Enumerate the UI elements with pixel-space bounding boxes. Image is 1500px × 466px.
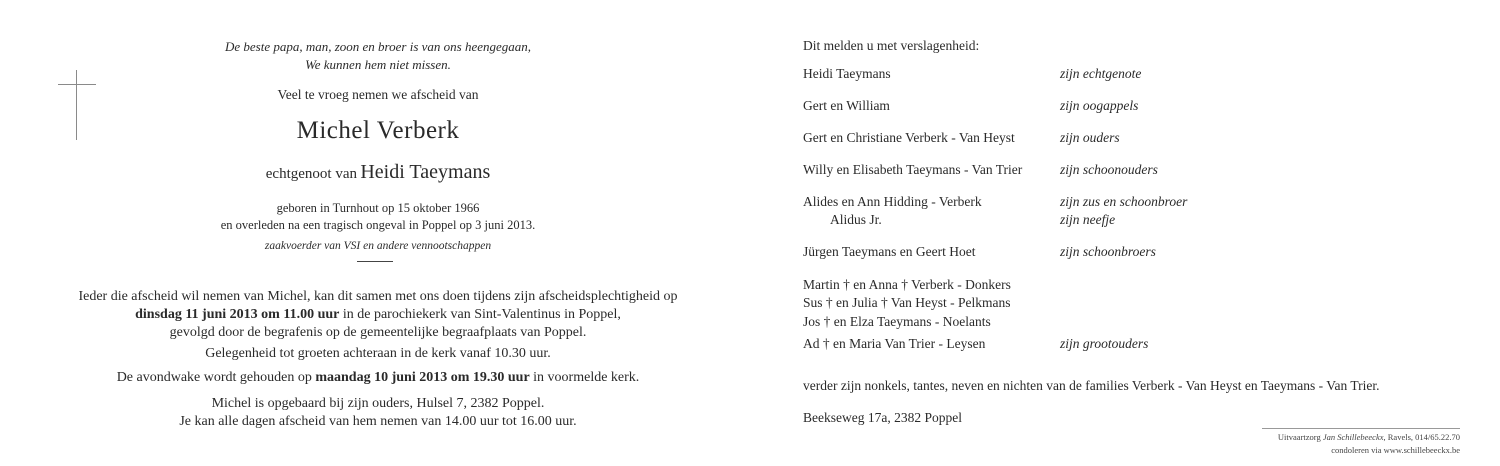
ceremony-line-3: gevolgd door de begrafenis op de gemeentelijke begraafplaats van Poppel.: [169, 325, 587, 340]
wake-post: in voormelde kerk.: [529, 370, 640, 385]
family-name: Jos † en Elza Taeymans - Noelants: [803, 314, 991, 329]
ceremony-place: in de parochiekerk van Sint-Valentinus in Poppel,: [339, 307, 621, 322]
family-name: Alidus Jr.: [830, 212, 882, 227]
family-name: Gert en Christiane Verberk - Van Heyst: [803, 130, 1015, 145]
spouse-name: Heidi Taeymans: [360, 161, 491, 183]
family-relation: zijn grootouders: [1060, 336, 1149, 351]
laid-out-text: [0, 395, 756, 431]
spouse-prefix: echtgenoot van: [265, 166, 357, 182]
undertaker-pre: Uitvaartzorg: [1277, 432, 1323, 442]
quote-line-2: We kunnen hem niet missen.: [305, 57, 451, 72]
extended-family: verder zijn nonkels, tantes, neven en nichten van de families Verberk - Van Heyst en Taeymans - Van Trier.: [803, 378, 1380, 393]
family-relation: zijn ouders: [1060, 130, 1120, 145]
family-name: Willy en Elisabeth Taeymans - Van Trier: [803, 162, 1023, 177]
intro: Veel te vroeg nemen we afscheid van: [277, 87, 479, 102]
family-relation: zijn schoonouders: [1060, 162, 1158, 177]
footer-divider: [1262, 428, 1460, 429]
quote: [0, 38, 756, 74]
job-line: zaakvoerder van VSI en andere vennootschappen: [264, 240, 492, 252]
contact-address: Beekseweg 17a, 2382 Poppel: [803, 410, 962, 425]
laid-out-line: Michel is opgebaard bij zijn ouders, Hulsel 7, 2382 Poppel.: [211, 396, 545, 411]
wake-pre: De avondwake wordt gehouden op: [116, 370, 316, 385]
family-relation: zijn neefje: [1060, 212, 1116, 227]
greeting-line: Gelegenheid tot groeten achteraan in de kerk vanaf 10.30 uur.: [205, 346, 551, 361]
ceremony-line-1: Ieder die afscheid wil nemen van Michel, kan dit samen met ons doen tijdens zijn afscheidsplechtigheid op: [78, 289, 678, 304]
visit-line: Je kan alle dagen afscheid van hem nemen van 14.00 uur tot 16.00 uur.: [179, 414, 577, 429]
life-dates: [0, 200, 756, 234]
family-name: Ad † en Maria Van Trier - Leysen: [803, 336, 986, 351]
deceased-name: Michel Verberk: [296, 117, 460, 144]
separator: [357, 261, 393, 262]
family-relation: zijn schoonbroers: [1060, 244, 1156, 259]
family-name: Sus † en Julia † Van Heyst - Pelkmans: [803, 295, 1011, 310]
ceremony-date: dinsdag 11 juni 2013 om 11.00 uur: [135, 307, 340, 322]
cross-icon-bar: [58, 84, 96, 85]
family-relation: zijn oogappels: [1060, 98, 1139, 113]
condolence-link[interactable]: condoleren via www.schillebeeckx.be: [1331, 445, 1460, 455]
undertaker-name: Jan Schillebeeckx: [1322, 432, 1384, 442]
family-name: Martin † en Anna † Verberk - Donkers: [803, 277, 1011, 292]
wake-date: maandag 10 juni 2013 om 19.30 uur: [315, 370, 530, 385]
wake-line: [0, 369, 756, 387]
born-line: geboren in Turnhout op 15 oktober 1966: [276, 201, 480, 215]
undertaker-line: [1278, 431, 1460, 444]
family-name: Heidi Taeymans: [803, 66, 891, 81]
spouse-line: [0, 161, 756, 184]
family-relation: zijn zus en schoonbroer: [1060, 194, 1188, 209]
quote-line-1: De beste papa, man, zoon en broer is van ons heengegaan,: [224, 39, 532, 54]
family-name: Gert en William: [803, 98, 890, 113]
ceremony-text: [0, 288, 756, 342]
ceremony-line-2: [0, 306, 756, 324]
family-name: Jürgen Taeymans en Geert Hoet: [803, 244, 976, 259]
undertaker-post: , Ravels, 014/65.22.70: [1383, 432, 1460, 442]
family-name: Alides en Ann Hidding - Verberk: [803, 194, 982, 209]
announcement-heading: Dit melden u met verslagenheid:: [803, 38, 980, 53]
undertaker-footer: [1278, 431, 1460, 457]
family-relation: zijn echtgenote: [1060, 66, 1142, 81]
died-line: en overleden na een tragisch ongeval in Poppel op 3 juni 2013.: [220, 218, 536, 232]
